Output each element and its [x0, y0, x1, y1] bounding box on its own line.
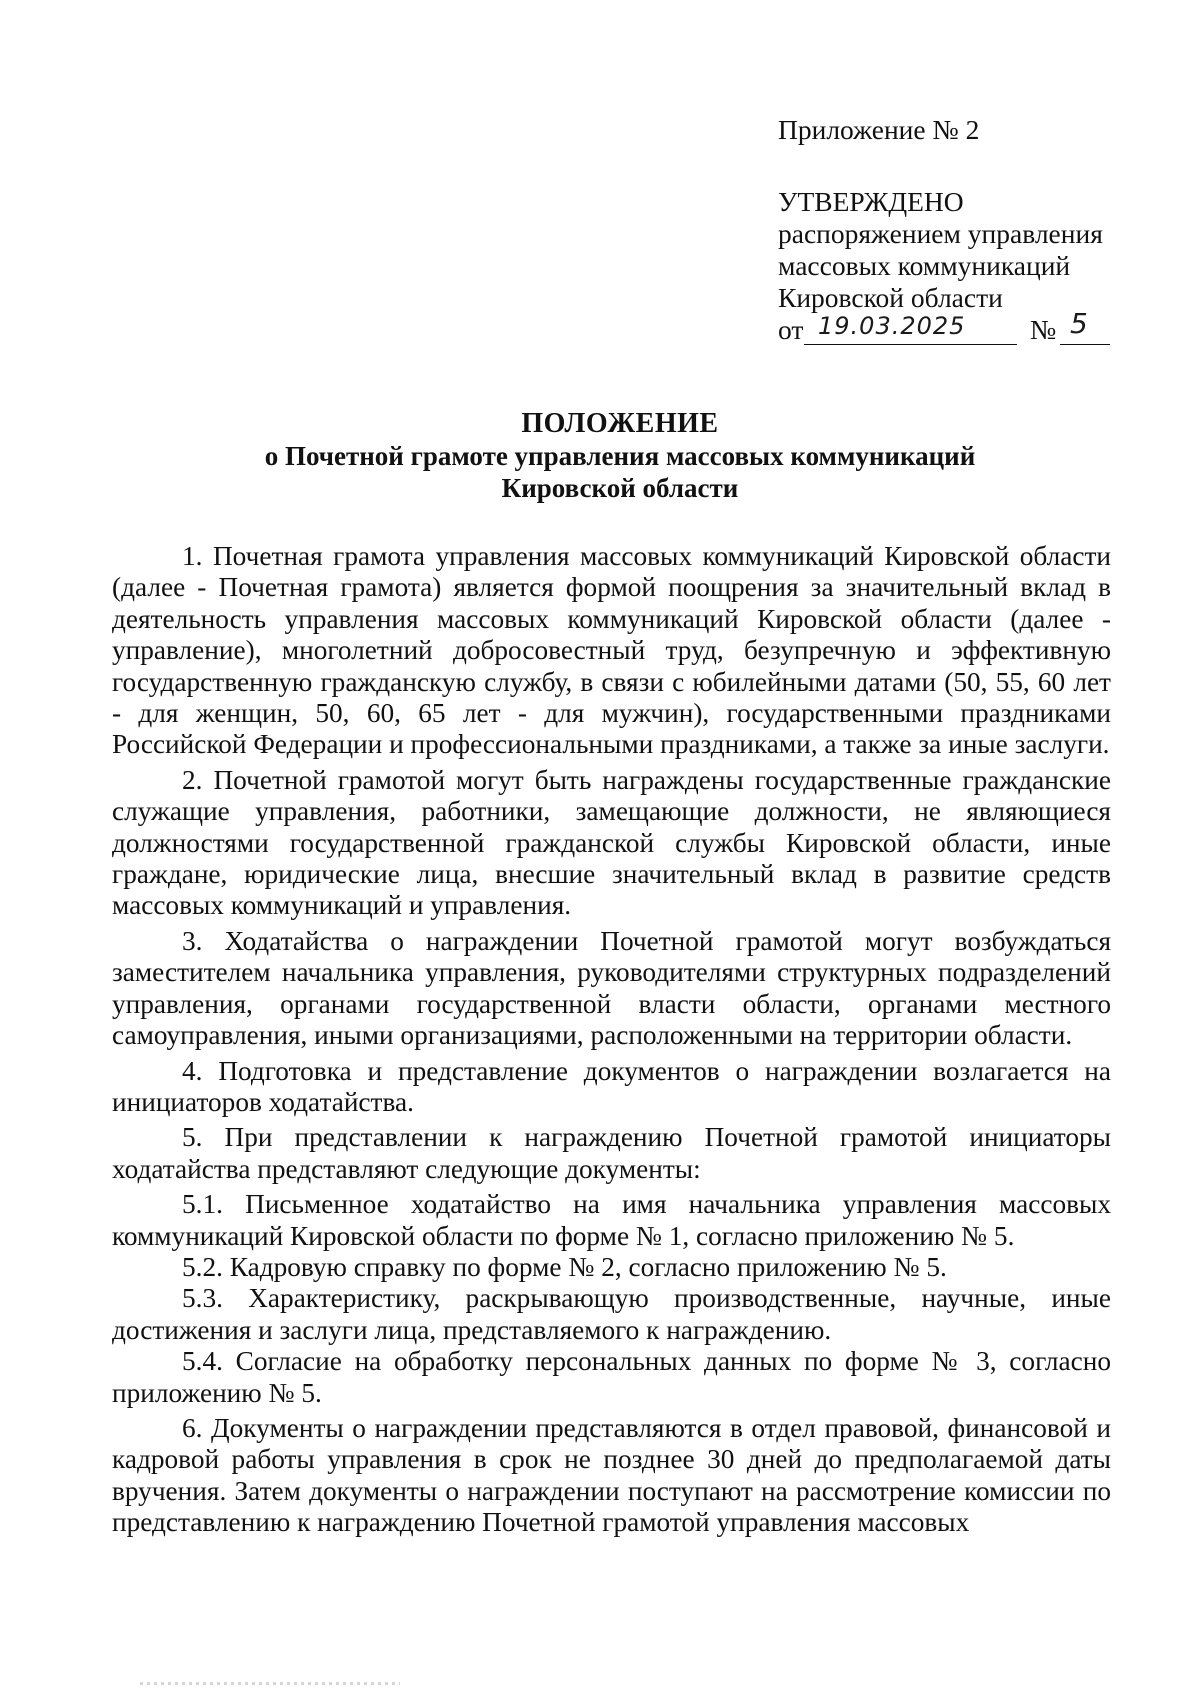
paragraph-3: 3. Ходатайства о награждении Почетной грамотой могут возбуждаться заместителем начальника управления, руководителями структурных подразделений управления, органами государственной власти области, органами местного самоуправления, иными организациями, расположенными на территории области.: [112, 925, 1111, 1051]
scan-artifact: [140, 1682, 400, 1685]
document-title-block: [100, 408, 1140, 504]
paragraph-5-1: 5.1. Письменное ходатайство на имя начальника управления массовых коммуникаций Кировской области по форме № 1, согласно приложению № 5.: [112, 1189, 1111, 1251]
date-field: [804, 314, 1017, 345]
number-sign: №: [1030, 314, 1057, 345]
document-body: [112, 541, 1111, 1539]
handwritten-date: 19.03.2025: [818, 312, 966, 340]
approval-date-row: [778, 307, 1118, 350]
handwritten-number: 5: [1070, 307, 1088, 340]
number-field: [1060, 307, 1110, 345]
approval-line-2: массовых коммуникаций: [778, 250, 1071, 281]
paragraph-6: 6. Документы о награждении представляются в отдел правовой, финансовой и кадровой работы управления в срок не позднее 30 дней до предполагаемой даты вручения. Затем документы о награждении поступают на рассмотрение комиссии по представлению к награждению Почетной грамотой управления массовых: [112, 1412, 1111, 1538]
paragraph-4: 4. Подготовка и представление документов о награждении возлагается на инициаторов ходатайства.: [112, 1055, 1111, 1117]
document-subtitle: о Почетной грамоте управления массовых коммуникаций Кировской области: [264, 441, 976, 503]
approval-line-1: распоряжением управления: [778, 218, 1103, 249]
approval-block: [778, 114, 1118, 350]
paragraph-5-3: 5.3. Характеристику, раскрывающую производственные, научные, иные достижения и заслуги лица, представляемого к награждению.: [112, 1283, 1111, 1345]
approval-line-3: Кировской области: [778, 282, 1003, 313]
appendix-label: Приложение № 2: [778, 114, 980, 145]
paragraph-5-4: 5.4. Согласие на обработку персональных данных по форме № 3, согласно приложению № 5.: [112, 1346, 1111, 1408]
paragraph-1: 1. Почетная грамота управления массовых коммуникаций Кировской области (далее - Почетная грамота) является формой поощрения за значительный вклад в деятельность управления массовых коммуникаций Кировской области (далее - управление), многолетний добросовестный труд, безупречную и эффективную государственную гражданскую службу, в связи с юбилейными датами (50, 55, 60 лет - для женщин, 50, 60, 65 лет - для мужчин), государственными праздниками Российской Федерации и профессиональными праздниками, а также за иные заслуги.: [112, 541, 1111, 760]
document-title: ПОЛОЖЕНИЕ: [521, 408, 719, 439]
approved-stamp-text: УТВЕРЖДЕНО: [778, 186, 964, 217]
paragraph-5: 5. При представлении к награждению Почетной грамотой инициаторы ходатайства представляют следующие документы:: [112, 1122, 1111, 1184]
date-prefix: от: [778, 314, 804, 345]
paragraph-5-2: 5.2. Кадровую справку по форме № 2, согласно приложению № 5.: [182, 1251, 947, 1282]
paragraph-2: 2. Почетной грамотой могут быть награждены государственные гражданские служащие управления, работники, замещающие должности, не являющиеся должностями государственной гражданской службы Кировской области, иные граждане, юридические лица, внесшие значительный вклад в развитие средств массовых коммуникаций и управления.: [112, 764, 1111, 921]
